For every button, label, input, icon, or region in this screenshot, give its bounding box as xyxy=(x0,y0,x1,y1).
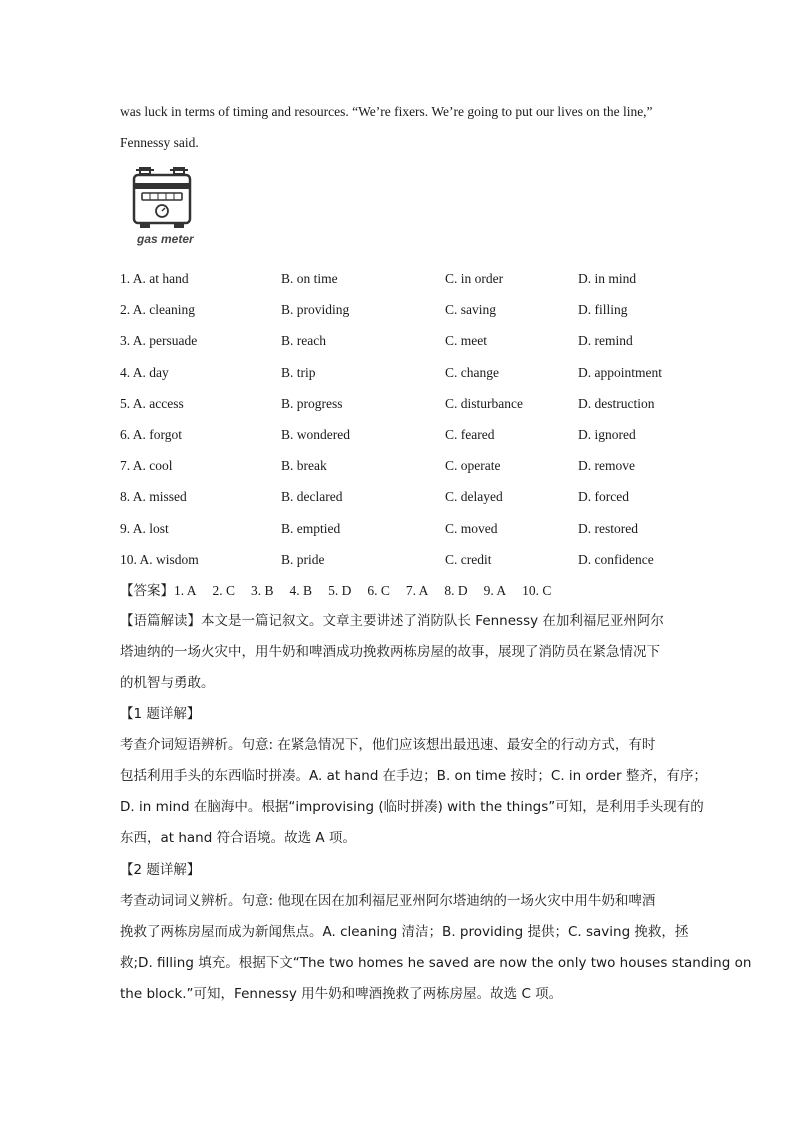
reading-line: 本文是一篇记叙文。文章主要讲述了消防队长 Fennessy 在加利福尼亚州阿尔 xyxy=(201,613,664,629)
option-b: B. providing xyxy=(281,302,350,318)
reading-summary xyxy=(120,606,680,699)
option-row xyxy=(120,263,680,294)
option-row xyxy=(120,357,680,388)
reading-line: 塔迪纳的一场火灾中，用牛奶和啤酒成功挽救两栋房屋的故事，展现了消防员在紧急情况下 xyxy=(120,644,660,660)
option-a: 10. A. wisdom xyxy=(120,551,199,567)
option-c: C. meet xyxy=(445,333,487,349)
option-d: D. filling xyxy=(578,302,628,318)
option-b: B. on time xyxy=(281,271,338,286)
answer-item: 5. D xyxy=(328,583,352,598)
option-d: D. confidence xyxy=(578,551,654,567)
option-row xyxy=(120,419,680,450)
passage-line: was luck in terms of timing and resources. “We’re fixers. We’re going to put our lives on the line,” xyxy=(120,104,653,119)
option-b: B. break xyxy=(281,458,327,474)
option-c: C. credit xyxy=(445,551,492,567)
answer-item: 7. A xyxy=(405,583,429,598)
passage-line: Fennessy said. xyxy=(120,135,199,150)
figure-caption: gas meter xyxy=(137,232,194,246)
option-row xyxy=(120,294,680,325)
answer-key xyxy=(120,575,551,607)
answer-item: 9. A xyxy=(483,583,507,598)
option-row xyxy=(120,450,680,481)
reading-line: 的机智与勇敢。 xyxy=(120,675,215,691)
option-row xyxy=(120,544,680,575)
gas-meter-figure xyxy=(130,166,200,256)
option-d: D. remove xyxy=(578,458,635,474)
option-a: 4. A. day xyxy=(120,364,169,380)
option-b: B. declared xyxy=(281,489,343,505)
reading-label: 【语篇解读】 xyxy=(120,613,201,629)
explanation-line: 挽救了两栋房屋而成为新闻焦点。A. cleaning 清洁；B. providing 提供；C. saving 挽救，拯 xyxy=(120,924,689,940)
answer-item: 2. C xyxy=(212,583,236,598)
option-d: D. in mind xyxy=(578,271,637,286)
option-c: C. change xyxy=(445,364,499,380)
option-c: C. delayed xyxy=(445,489,503,505)
option-a: 7. A. cool xyxy=(120,458,173,474)
option-c: C. moved xyxy=(445,520,498,536)
explanation-line: D. in mind 在脑海中。根据“improvising (临时拼凑) with the things”可知，是利用手头现有的 xyxy=(120,799,704,815)
option-d: D. ignored xyxy=(578,426,636,442)
answer-item: 3. B xyxy=(251,583,274,598)
option-b: B. reach xyxy=(281,333,326,349)
option-d: D. forced xyxy=(578,489,629,505)
passage-text xyxy=(120,96,680,158)
option-c: C. feared xyxy=(445,426,495,442)
option-c: C. disturbance xyxy=(445,395,523,411)
option-a: 2. A. cleaning xyxy=(120,302,195,318)
option-d: D. appointment xyxy=(578,364,662,380)
option-b: B. progress xyxy=(281,395,343,411)
question-2-heading: 【2 题详解】 xyxy=(120,862,201,878)
explanation-line: 包括利用手头的东西临时拼凑。A. at hand 在手边；B. on time 按时；C. in order 整齐，有序； xyxy=(120,768,707,784)
answer-item: 8. D xyxy=(444,583,468,598)
option-d: D. restored xyxy=(578,520,638,536)
option-b: B. emptied xyxy=(281,520,341,536)
gas-meter-icon xyxy=(130,166,196,230)
option-a: 5. A. access xyxy=(120,395,184,411)
question-2-explanation xyxy=(120,855,752,1010)
explanation-line: 考查介词短语辨析。句意: 在紧急情况下，他们应该想出最迅速、最安全的行动方式，有时 xyxy=(120,737,656,753)
option-d: D. remind xyxy=(578,333,633,349)
option-b: B. wondered xyxy=(281,426,350,442)
option-a: 6. A. forgot xyxy=(120,426,183,442)
option-row xyxy=(120,513,680,544)
option-row xyxy=(120,325,680,356)
answer-item: 4. B xyxy=(289,583,313,598)
option-b: B. trip xyxy=(281,364,316,380)
explanation-line: 救;D. filling 填充。根据下文“The two homes he saved are now the only two houses standing on xyxy=(120,955,752,971)
answer-item: 1. A xyxy=(174,583,197,598)
explanation-line: 东西，at hand 符合语境。故选 A 项。 xyxy=(120,830,356,846)
answer-item: 10. C xyxy=(522,583,552,598)
option-row xyxy=(120,481,680,512)
option-a: 9. A. lost xyxy=(120,520,169,536)
option-a: 8. A. missed xyxy=(120,489,187,505)
option-a: 1. A. at hand xyxy=(120,271,189,286)
explanation-line: the block.”可知，Fennessy 用牛奶和啤酒挽救了两栋房屋。故选 C 项。 xyxy=(120,986,563,1002)
option-b: B. pride xyxy=(281,551,325,567)
option-row xyxy=(120,388,680,419)
answer-item: 6. C xyxy=(367,583,390,598)
option-a: 3. A. persuade xyxy=(120,333,198,349)
question-1-heading: 【1 题详解】 xyxy=(120,706,201,722)
option-c: C. saving xyxy=(445,302,497,318)
options-list xyxy=(120,263,680,575)
explanation-line: 考查动词词义辨析。句意: 他现在因在加利福尼亚州阿尔塔迪纳的一场火灾中用牛奶和啤酒 xyxy=(120,893,656,909)
option-c: C. operate xyxy=(445,458,501,474)
option-d: D. destruction xyxy=(578,395,655,411)
option-c: C. in order xyxy=(445,271,504,286)
question-1-explanation xyxy=(120,699,707,854)
answer-label: 【答案】 xyxy=(120,583,174,599)
